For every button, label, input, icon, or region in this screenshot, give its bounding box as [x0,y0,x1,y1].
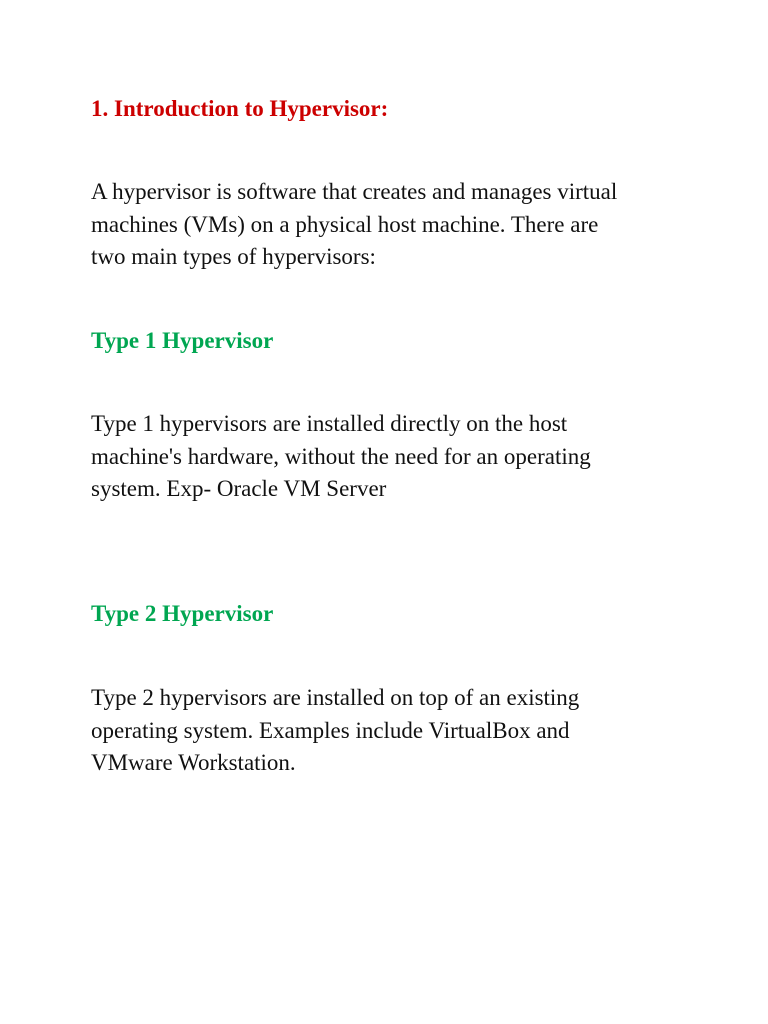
type1-paragraph [91,408,591,506]
document-title: 1. Introduction to Hypervisor: [91,96,389,121]
type2-heading: Type 2 Hypervisor [91,601,274,626]
intro-paragraph [91,176,617,274]
type1-line: Type 1 hypervisors are installed directly on the host [91,411,568,436]
type1-line: system. Exp- Oracle VM Server [91,476,387,501]
type1-heading: Type 1 Hypervisor [91,328,274,353]
type2-line: operating system. Examples include VirtualBox and [91,717,570,743]
type2-line: VMware Workstation. [91,750,296,775]
type2-paragraph [91,682,579,780]
intro-line: two main types of hypervisors: [91,244,376,269]
type1-line: machine's hardware, without the need for an operating [91,443,591,469]
intro-line: machines (VMs) on a physical host machine. There are [91,211,599,237]
intro-line: A hypervisor is software that creates and manages virtual [91,179,618,204]
type2-line: Type 2 hypervisors are installed on top of an existing [91,685,580,710]
